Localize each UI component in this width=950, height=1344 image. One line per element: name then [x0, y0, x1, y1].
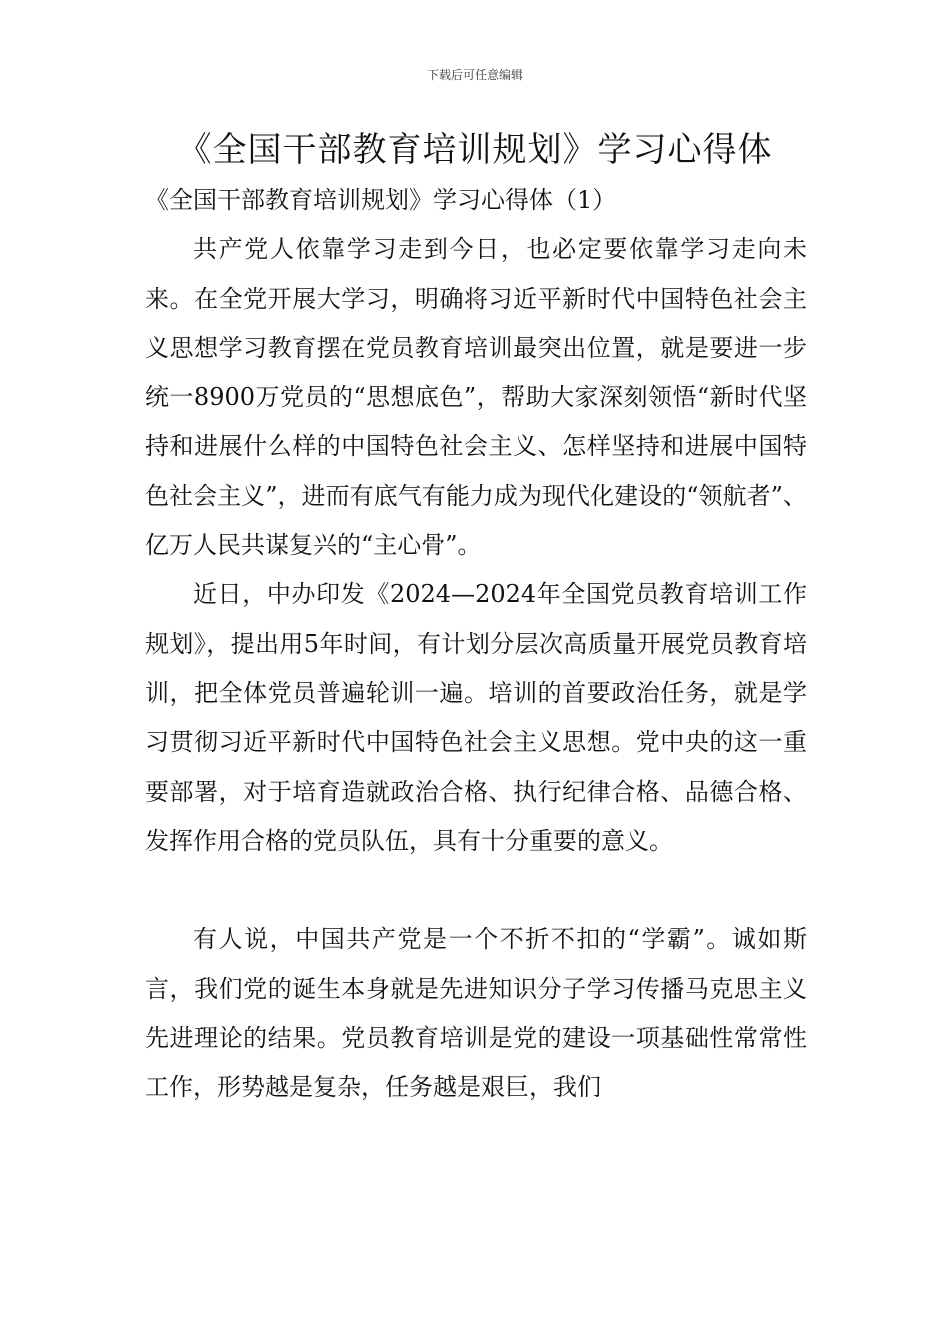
paragraph-3: 有人说，中国共产党是一个不折不扣的“学霸”。诚如斯言，我们党的诞生本身就是先进知识分子学习传播马克思主义先进理论的结果。党员教育培训是党的建设一项基础性常常性工作，形势越是复杂，任务越是艰巨，我们 [145, 925, 807, 1102]
paragraph-2: 近日，中办印发《2024—2024年全国党员教育培训工作规划》，提出用5年时间，有计划分层次高质量开展党员教育培训，把全体党员普遍轮训一遍。培训的首要政治任务，就是学习贯彻习近平新时代中国特色社会主义思想。党中央的这一重要部署，对于培育造就政治合格、执行纪律合格、品德合格、发挥作用合格的党员队伍，具有十分重要的意义。 [145, 580, 807, 855]
document-body [145, 176, 807, 1113]
document-title: 《全国干部教育培训规划》学习心得体 [177, 130, 773, 170]
header-note: 下载后可任意编辑 [426, 68, 523, 82]
document-subtitle: 《全国干部教育培训规划》学习心得体（1） [145, 186, 617, 214]
paragraph-1: 共产党人依靠学习走到今日，也必定要依靠学习走向未来。在全党开展大学习，明确将习近平新时代中国特色社会主义思想学习教育摆在党员教育培训最突出位置，就是要进一步统一8900万党员的“思想底色”，帮助大家深刻领悟“新时代坚持和进展什么样的中国特色社会主义、怎样坚持和进展中国特色社会主义”，进而有底气有能力成为现代化建设的“领航者”、亿万人民共谋复兴的“主心骨”。 [145, 235, 807, 560]
paragraph-spacer [145, 866, 807, 915]
